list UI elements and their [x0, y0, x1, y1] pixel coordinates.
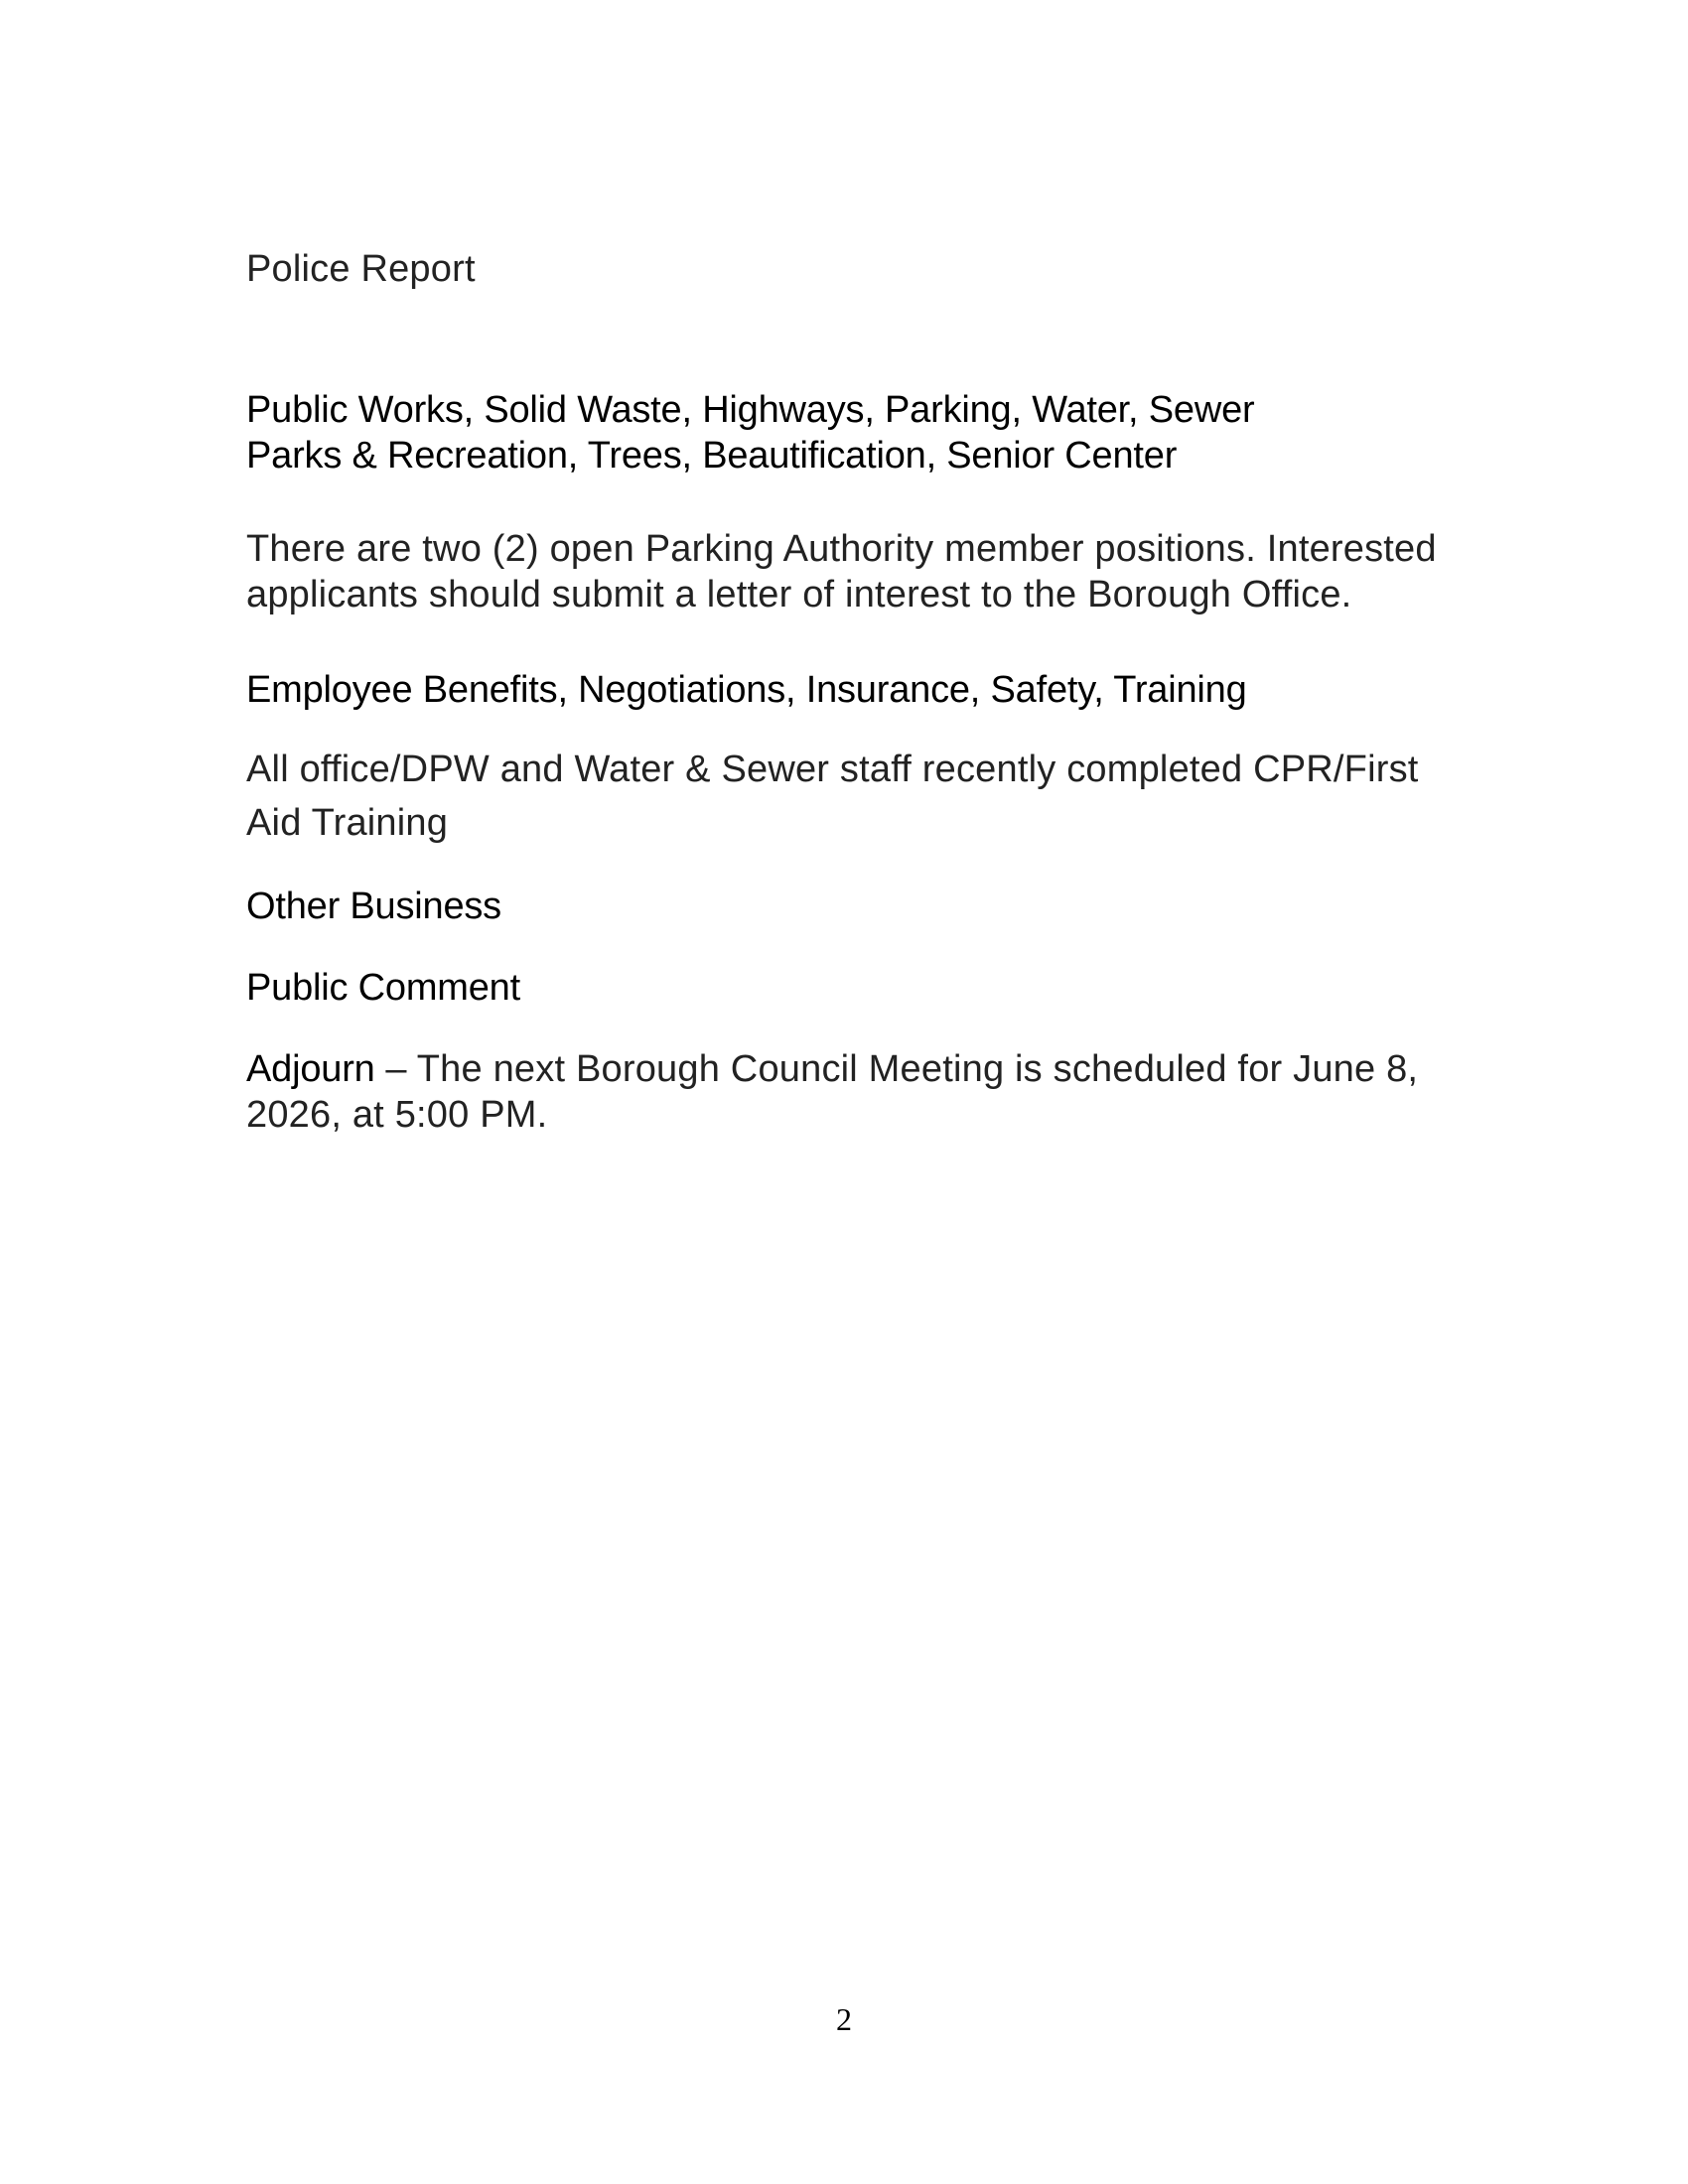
employee-paragraph-line-1: All office/DPW and Water & Sewer staff recently completed CPR/First [246, 749, 1419, 790]
parking-paragraph-line-2: applicants should submit a letter of interest to the Borough Office. [246, 574, 1352, 615]
parking-paragraph-line-1: There are two (2) open Parking Authority member positions. Interested [246, 528, 1437, 570]
public-works-heading-line-2: Parks & Recreation, Trees, Beautification, Senior Center [246, 435, 1178, 477]
adjourn-dash: – [374, 1048, 417, 1090]
other-business-heading: Other Business [246, 886, 501, 927]
page-number: 2 [836, 2001, 852, 2037]
police-report-heading: Police Report [246, 248, 476, 290]
public-works-heading-line-1: Public Works, Solid Waste, Highways, Parking, Water, Sewer [246, 389, 1255, 431]
adjourn-line-1 [246, 1046, 1418, 1092]
adjourn-text-line-1: The next Borough Council Meeting is scheduled for June 8, [416, 1048, 1419, 1090]
public-comment-heading: Public Comment [246, 967, 520, 1009]
employee-benefits-heading: Employee Benefits, Negotiations, Insurance, Safety, Training [246, 669, 1247, 711]
adjourn-text-line-2: 2026, at 5:00 PM. [246, 1094, 548, 1136]
employee-paragraph-line-2: Aid Training [246, 802, 449, 844]
adjourn-label: Adjourn [246, 1048, 375, 1090]
